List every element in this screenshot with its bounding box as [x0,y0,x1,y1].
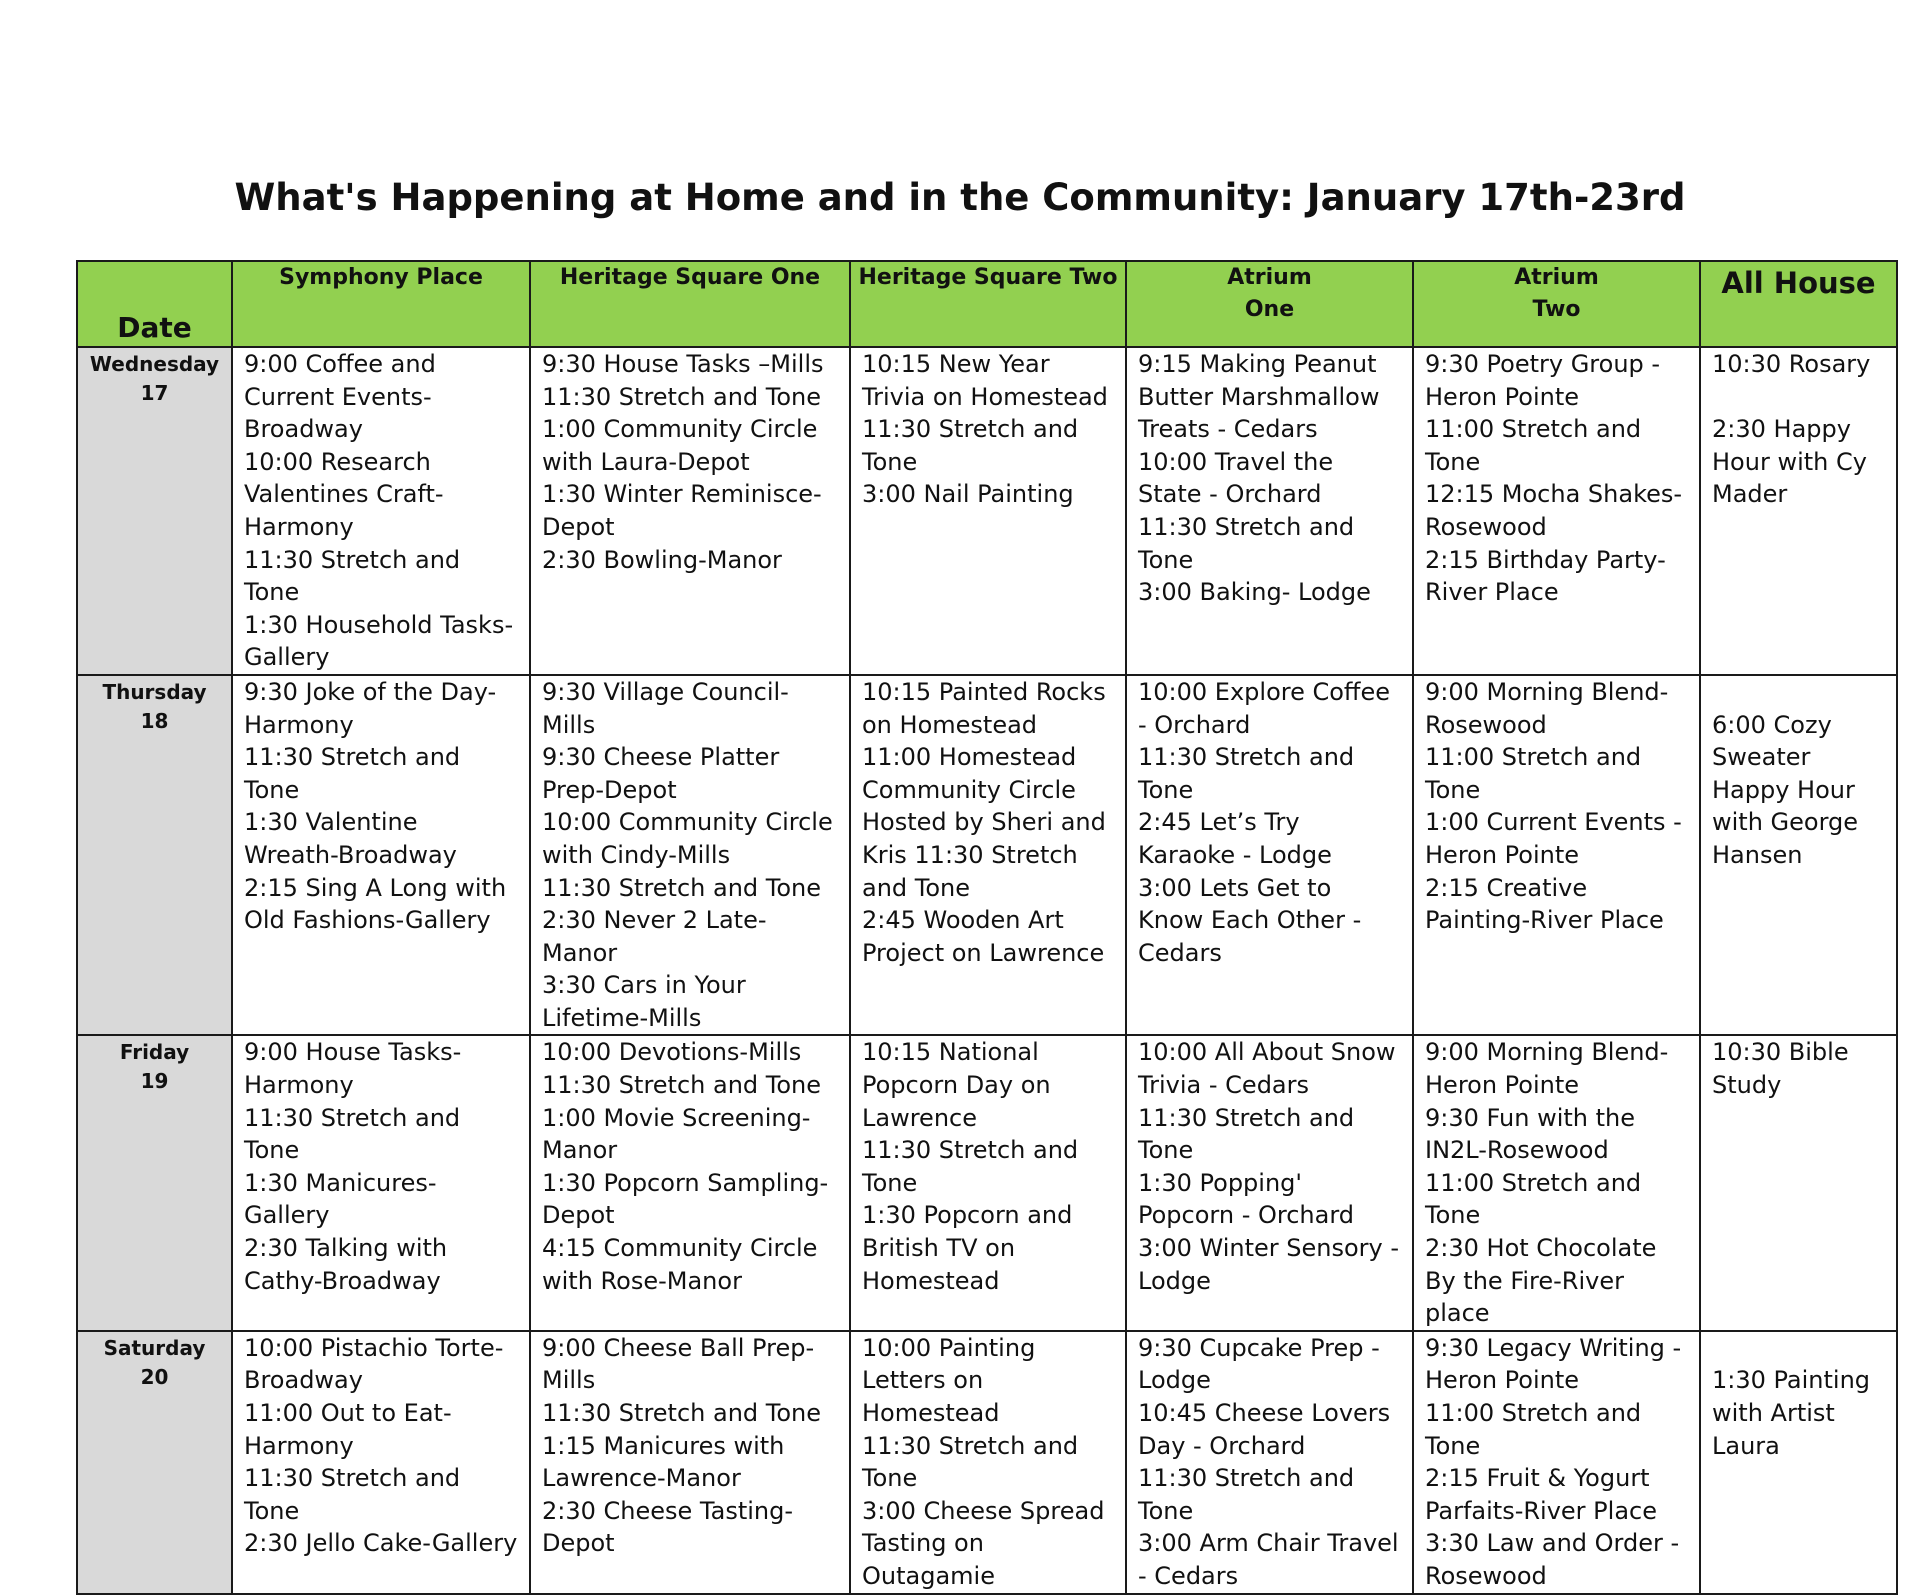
activity-item: 11:30 Stretch and Tone [542,873,822,902]
activity-cell-heritage-square-one [530,1331,850,1594]
activity-item: 10:30 Rosary [1712,350,1871,378]
activity-item: 9:30 House Tasks –Mills [542,350,824,378]
atrium-two-label-line2: Two [1532,297,1581,322]
schedule-row [77,347,1897,675]
activity-cell-heritage-square-one [530,1035,850,1330]
day-name: Friday [119,1040,190,1065]
activity-cell-heritage-square-one [530,675,850,1036]
activity-item: 2:15 Sing A Long with Old Fashions-Gallery [244,873,507,935]
activity-item: 2:15 Birthday Party-River Place [1425,545,1666,607]
day-number: 19 [140,1069,169,1094]
activity-cell-atrium-one [1126,1331,1413,1594]
activity-spacer [1712,1332,1886,1365]
activity-item: 11:30 Stretch and Tone [1138,1464,1355,1525]
activity-cell-atrium-one [1126,347,1413,675]
activity-item: 1:30 Household Tasks-Gallery [244,610,514,672]
activity-item: 2:30 Hot Chocolate By the Fire-River place [1425,1234,1657,1328]
activity-item: 10:15 Painted Rocks on Homestead [862,677,1106,739]
activity-item: 11:30 Stretch and Tone [244,1103,461,1165]
activity-cell-atrium-two [1413,1331,1700,1594]
activity-item: 2:30 Never 2 Late-Manor [542,906,767,967]
activity-item: 9:30 Joke of the Day-Harmony [244,677,497,739]
activity-item: 10:30 Bible Study [1712,1038,1849,1100]
page-title: What's Happening at Home and in the Community: January 17th-23rd [234,176,1686,219]
activity-item: 3:00 Lets Get to Know Each Other - Cedars [1138,873,1362,967]
activity-item: 3:30 Law and Order - Rosewood [1425,1529,1680,1590]
activity-item: 2:30 Bowling-Manor [542,545,782,574]
activity-cell-all-house [1700,1331,1897,1594]
activity-cell-atrium-one [1126,1035,1413,1330]
activity-item: 3:30 Cars in Your Lifetime-Mills [542,971,746,1032]
activity-cell-atrium-one [1126,675,1413,1036]
day-cell [77,1035,232,1330]
activity-item: 1:30 Popcorn Sampling-Depot [542,1168,829,1230]
activity-item: 10:15 New Year Trivia on Homestead [862,350,1108,411]
atrium-one-label-line2: One [1244,297,1295,322]
activity-cell-symphony-place [232,347,530,675]
activity-item: 11:30 Stretch and Tone [1138,1103,1355,1165]
activity-item: 11:00 Stretch and Tone [1425,1399,1642,1460]
activity-item: 1:30 Painting with Artist Laura [1712,1366,1871,1460]
day-number: 17 [140,381,169,405]
activity-cell-atrium-two [1413,1035,1700,1330]
activity-item: 11:30 Stretch and Tone [244,1464,461,1525]
activity-cell-all-house [1700,347,1897,675]
activity-item: 1:00 Current Events - Heron Pointe [1425,808,1682,869]
column-header-atrium-two [1413,261,1700,347]
day-cell [77,675,232,1036]
activity-item: 11:30 Stretch and Tone [862,415,1079,476]
activity-cell-all-house [1700,1035,1897,1330]
column-header-date: Date [77,261,232,347]
schedule-row [77,1331,1897,1594]
activity-item: 9:00 Morning Blend-Rosewood [1425,677,1669,739]
column-header-symphony-place: Symphony Place [232,261,530,347]
schedule-body [77,347,1897,1594]
activity-item: 11:30 Stretch and Tone [1138,512,1355,574]
column-header-atrium-one [1126,261,1413,347]
activity-item: 11:30 Stretch and Tone [244,545,461,607]
activity-item: 10:00 Explore Coffee - Orchard [1138,677,1390,739]
activity-cell-symphony-place [232,1035,530,1330]
activity-cell-heritage-square-two [850,347,1126,675]
activity-item: 1:15 Manicures with Lawrence-Manor [542,1431,785,1493]
activity-item: 10:15 National Popcorn Day on Lawrence [862,1038,1051,1132]
activity-item: 1:00 Community Circle with Laura-Depot [542,415,818,476]
activity-item: 1:30 Popping' Popcorn - Orchard [1138,1168,1355,1230]
activity-item: 9:30 Village Council-Mills [542,677,789,739]
activity-item: 9:15 Making Peanut Butter Marshmallow Treats - Cedars [1138,350,1380,444]
activity-item: 2:15 Fruit & Yogurt Parfaits-River Place [1425,1464,1657,1525]
activity-item: 1:30 Popcorn and British TV on Homestead [862,1201,1073,1295]
activity-cell-atrium-two [1413,675,1700,1036]
activity-item: 2:45 Let’s Try Karaoke - Lodge [1138,808,1332,869]
activity-item: 2:30 Happy Hour with Cy Mader [1712,415,1867,509]
schedule-table [76,260,1898,1595]
activity-item: 9:00 Coffee and Current Events-Broadway [244,350,436,444]
activity-item: 10:00 Devotions-Mills [542,1038,802,1067]
activity-item: 3:00 Arm Chair Travel - Cedars [1138,1529,1399,1590]
atrium-two-label-line1: Atrium [1514,265,1599,290]
schedule-row [77,1035,1897,1330]
header-row [77,261,1897,347]
activity-cell-symphony-place [232,1331,530,1594]
activity-item: 10:00 Community Circle with Cindy-Mills [542,808,833,869]
activity-cell-heritage-square-one [530,347,850,675]
activity-item: 12:15 Mocha Shakes-Rosewood [1425,480,1683,541]
column-header-heritage-square-two: Heritage Square Two [850,261,1126,347]
activity-item: 6:00 Cozy Sweater Happy Hour with George Hansen [1712,710,1859,869]
activity-item: 9:00 Morning Blend-Heron Pointe [1425,1038,1669,1100]
day-name: Saturday [103,1335,206,1360]
activity-item: 1:30 Manicures-Gallery [244,1168,437,1230]
activity-item: 2:45 Wooden Art Project on Lawrence [862,906,1105,967]
activity-item: 9:00 House Tasks-Harmony [244,1038,462,1100]
activity-item: 10:00 Research Valentines Craft-Harmony [244,447,444,541]
activity-cell-heritage-square-two [850,675,1126,1036]
activity-item: 9:30 Poetry Group - Heron Pointe [1425,350,1661,411]
activity-cell-all-house [1700,675,1897,1036]
day-cell [77,347,232,675]
activity-item: 11:30 Stretch and Tone [862,1136,1079,1197]
activity-cell-atrium-two [1413,347,1700,675]
day-name: Thursday [102,679,207,704]
activity-item: 11:00 Homestead Community Circle Hosted by Sheri and Kris 11:30 Stretch and Tone [862,743,1106,902]
activity-item: 11:00 Stretch and Tone [1425,415,1642,476]
activity-item: 2:30 Cheese Tasting-Depot [542,1496,794,1558]
activity-item: 11:30 Stretch and Tone [862,1431,1079,1493]
activity-item: 3:00 Baking- Lodge [1138,578,1371,607]
activity-item: 9:30 Fun with the IN2L-Rosewood [1425,1103,1635,1165]
activity-item: 10:00 Painting Letters on Homestead [862,1333,1036,1427]
activity-spacer [1712,676,1886,709]
activity-item: 11:00 Stretch and Tone [1425,743,1642,804]
column-header-heritage-square-one: Heritage Square One [530,261,850,347]
activity-cell-symphony-place [232,675,530,1036]
day-number: 18 [140,708,169,733]
activity-item: 2:30 Jello Cake-Gallery [244,1529,518,1558]
activity-item: 9:30 Cupcake Prep - Lodge [1138,1333,1380,1395]
activity-cell-heritage-square-two [850,1035,1126,1330]
activity-item: 10:45 Cheese Lovers Day - Orchard [1138,1399,1391,1460]
schedule-row [77,675,1897,1036]
activity-item: 10:00 Pistachio Torte-Broadway [244,1333,504,1395]
activity-item: 2:30 Talking with Cathy-Broadway [244,1234,448,1295]
activity-item: 3:00 Cheese Spread Tasting on Outagamie [862,1496,1105,1590]
activity-item: 11:30 Stretch and Tone [542,382,822,411]
day-number: 20 [140,1364,169,1389]
activity-item: 10:00 Travel the State - Orchard [1138,447,1334,509]
day-name: Wednesday [89,352,220,376]
activity-item: 1:00 Movie Screening-Manor [542,1103,811,1165]
activity-item: 10:00 All About Snow Trivia - Cedars [1138,1038,1396,1100]
atrium-one-label-line1: Atrium [1227,265,1312,290]
activity-item: 3:00 Winter Sensory - Lodge [1138,1234,1400,1295]
activity-item: 11:00 Stretch and Tone [1425,1168,1642,1230]
day-cell [77,1331,232,1594]
activity-item: 11:30 Stretch and Tone [244,743,461,804]
activity-item: 2:15 Creative Painting-River Place [1425,873,1664,935]
activity-item: 9:30 Cheese Platter Prep-Depot [542,743,780,804]
activity-item: 11:30 Stretch and Tone [542,1399,822,1427]
column-header-all-house: All House [1700,261,1897,347]
activity-item: 1:30 Winter Reminisce-Depot [542,480,822,541]
activity-item: 11:30 Stretch and Tone [542,1071,822,1100]
activity-item: 11:30 Stretch and Tone [1138,743,1355,804]
activity-item: 11:00 Out to Eat-Harmony [244,1399,452,1460]
activity-item: 4:15 Community Circle with Rose-Manor [542,1234,818,1295]
activity-item: 9:00 Cheese Ball Prep-Mills [542,1333,815,1395]
activity-item: 1:30 Valentine Wreath-Broadway [244,808,457,869]
activity-item: 9:30 Legacy Writing - Heron Pointe [1425,1333,1682,1395]
activity-spacer [1712,381,1886,414]
activity-item: 3:00 Nail Painting [862,480,1074,509]
activity-cell-heritage-square-two [850,1331,1126,1594]
